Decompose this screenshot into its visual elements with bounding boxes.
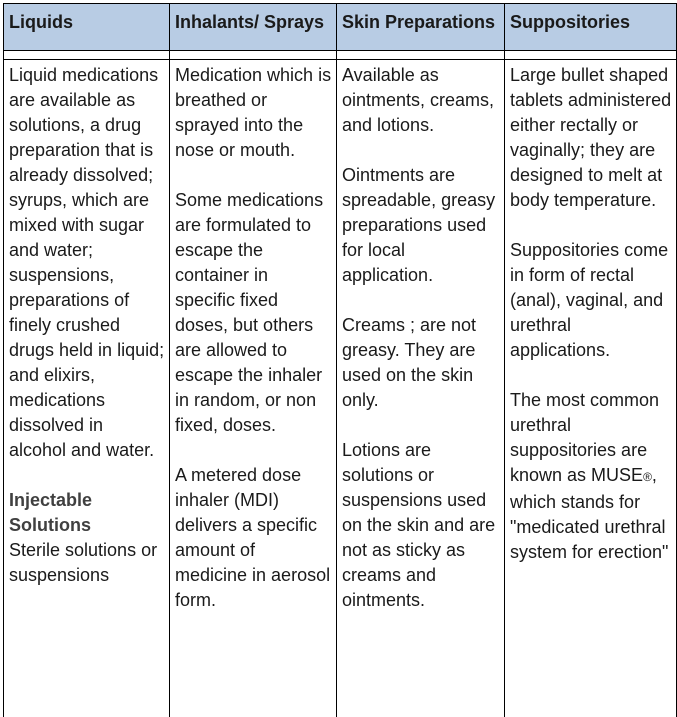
inhalants-paragraph-3: A metered dose inhaler (MDI) delivers a specific amount of medicine in aerosol form.	[175, 465, 331, 610]
spacer-cell	[170, 51, 337, 60]
medication-forms-table	[3, 3, 677, 717]
inhalants-paragraph-2: Some medications are formulated to escape the container in specific fixed doses, but others are allowed to escape the inhaler in random, or non fixed, doses.	[175, 190, 324, 435]
suppositories-paragraph-2: Suppositories come in form of rectal (anal), vaginal, and urethral applications.	[510, 240, 669, 360]
skin-paragraph-3: Creams ; are not greasy. They are used on the skin only.	[342, 315, 477, 410]
cell-suppositories	[505, 60, 677, 717]
spacer-cell	[337, 51, 505, 60]
body-row	[4, 60, 677, 717]
registered-mark: ®	[643, 470, 652, 484]
spacer-cell	[4, 51, 170, 60]
liquids-paragraph: Liquid medications are available as solutions, a drug preparation that is already dissolved; syrups, which are mixed with sugar and water; suspensions, preparations of finely crushed drugs held in liquid; and elixirs, medications dissolved in alcohol and water.	[9, 65, 165, 460]
injectable-solutions-text: Sterile solutions or suspensions	[9, 540, 158, 585]
header-skin-preparations: Skin Preparations	[337, 4, 505, 51]
injectable-solutions-heading: Injectable Solutions	[9, 490, 93, 535]
muse-text-before: The most common urethral suppositories are known as MUSE	[510, 390, 660, 485]
cell-liquids	[4, 60, 170, 717]
skin-paragraph-1: Available as ointments, creams, and lotions.	[342, 65, 495, 135]
skin-paragraph-2: Ointments are spreadable, greasy preparations used for local application.	[342, 165, 496, 285]
spacer-row	[4, 51, 677, 60]
cell-inhalants-sprays	[170, 60, 337, 717]
cell-skin-preparations	[337, 60, 505, 717]
muse-text-after: , which stands for "medicated urethral system for erection"	[510, 465, 669, 562]
header-liquids: Liquids	[4, 4, 170, 51]
header-suppositories: Suppositories	[505, 4, 677, 51]
injectable-solutions-block	[9, 488, 165, 588]
suppositories-paragraph-1: Large bullet shaped tablets administered either rectally or vaginally; they are designed to melt at body temperature.	[510, 65, 672, 210]
spacer-cell	[505, 51, 677, 60]
inhalants-paragraph-1: Medication which is breathed or sprayed into the nose or mouth.	[175, 65, 332, 160]
skin-paragraph-4: Lotions are solutions or suspensions used on the skin and are not as sticky as creams and ointments.	[342, 440, 496, 610]
header-row	[4, 4, 677, 51]
suppositories-paragraph-3	[510, 388, 672, 565]
header-inhalants-sprays: Inhalants/ Sprays	[170, 4, 337, 51]
